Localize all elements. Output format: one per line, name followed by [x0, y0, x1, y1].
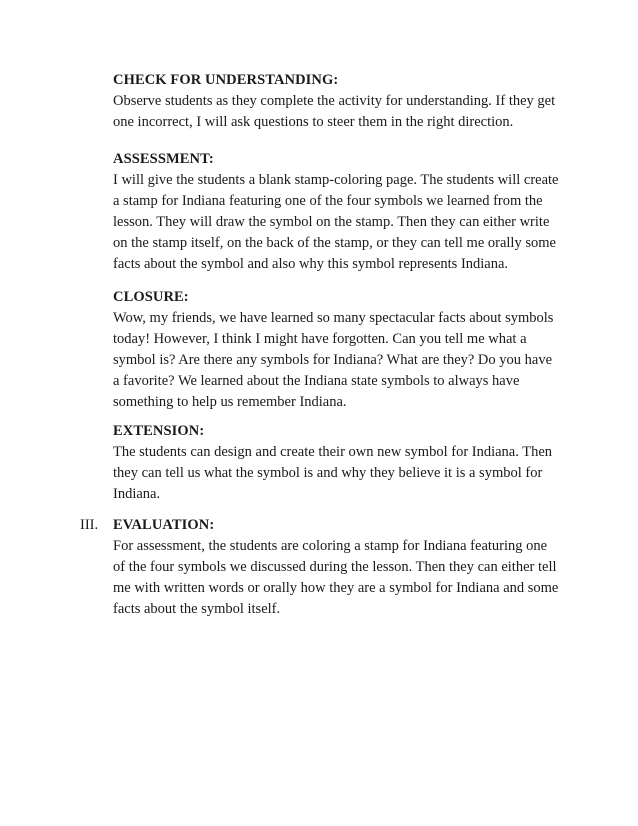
section-paragraph: [113, 308, 573, 413]
section-evaluation: [113, 515, 573, 620]
paragraph-line: symbol is? Are there any symbols for Indiana? What are they? Do you have: [113, 352, 553, 368]
section-paragraph: [113, 442, 573, 505]
paragraph-line: facts about the symbol and also why this symbol represents Indiana.: [113, 256, 509, 272]
section-assessment: [113, 149, 573, 275]
section-heading: ASSESSMENT:: [113, 151, 214, 167]
paragraph-line: For assessment, the students are coloring a stamp for Indiana featuring one: [113, 538, 548, 554]
section-heading: CLOSURE:: [113, 289, 189, 305]
section-heading: EVALUATION:: [113, 517, 215, 533]
paragraph-line: me with written words or orally how they are a symbol for Indiana and some: [113, 580, 559, 596]
paragraph-line: Observe students as they complete the activity for understanding. If they get: [113, 93, 556, 109]
paragraph-line: a favorite? We learned about the Indiana state symbols to always have: [113, 373, 520, 389]
paragraph-line: something to help us remember Indiana.: [113, 394, 347, 410]
paragraph-line: one incorrect, I will ask questions to steer them in the right direction.: [113, 114, 514, 130]
paragraph-line: Wow, my friends, we have learned so many spectacular facts about symbols: [113, 310, 554, 326]
paragraph-line: on the stamp itself, on the back of the stamp, or they can tell me orally some: [113, 235, 556, 251]
paragraph-line: Indiana.: [113, 486, 161, 502]
paragraph-line: a stamp for Indiana featuring one of the four symbols we learned from the: [113, 193, 543, 209]
section-paragraph: [113, 170, 573, 275]
section-heading: EXTENSION:: [113, 423, 205, 439]
paragraph-line: facts about the symbol itself.: [113, 601, 281, 617]
section-extension: [113, 421, 573, 505]
paragraph-line: today! However, I think I might have forgotten. Can you tell me what a: [113, 331, 527, 347]
paragraph-line: I will give the students a blank stamp-coloring page. The students will create: [113, 172, 559, 188]
roman-numeral: III.: [80, 517, 99, 533]
section-paragraph: [113, 91, 573, 133]
paragraph-line: of the four symbols we discussed during the lesson. Then they can either tell: [113, 559, 557, 575]
section-check-for-understanding: [113, 70, 573, 133]
section-heading: CHECK FOR UNDERSTANDING:: [113, 72, 339, 88]
section-closure: [113, 287, 573, 413]
paragraph-line: they can tell us what the symbol is and why they believe it is a symbol for: [113, 465, 543, 481]
paragraph-line: lesson. They will draw the symbol on the stamp. Then they can either write: [113, 214, 550, 230]
section-paragraph: [113, 536, 573, 620]
paragraph-line: The students can design and create their own new symbol for Indiana. Then: [113, 444, 553, 460]
